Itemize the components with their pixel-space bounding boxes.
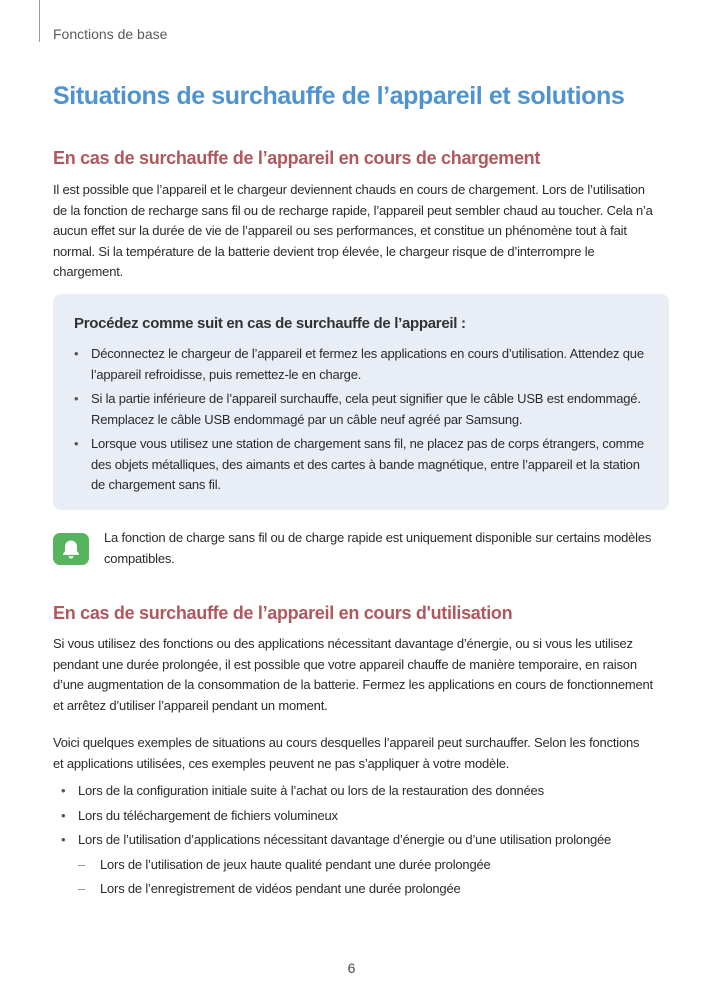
header-divider xyxy=(39,0,40,42)
usage-item xyxy=(61,806,661,827)
usage-heading: En cas de surchauffe de l’appareil en cours d'utilisation xyxy=(53,603,513,623)
usage-sub-item xyxy=(78,855,661,876)
dash-icon: – xyxy=(78,856,86,872)
procedure-list xyxy=(74,344,654,500)
procedure-item-text: Si la partie inférieure de l’appareil surchauffe, cela peut signifier que le câble USB est endommagé. Remplacez le câble USB endommagé par un câble neuf agréé par Samsung. xyxy=(91,391,641,427)
usage-paragraph-2: Voici quelques exemples de situations au cours desquelles l’appareil peut surchauffer. Selon les fonctions et applications utilisées, ces exemples peuvent ne pas s’appliquer à votre modèle. xyxy=(53,735,640,771)
usage-item-text: Lors de la configuration initiale suite à l’achat ou lors de la restauration des données xyxy=(78,783,544,798)
procedure-box-title: Procédez comme suit en cas de surchauffe de l’appareil : xyxy=(74,315,466,332)
procedure-item-text: Déconnectez le chargeur de l’appareil et fermez les applications en cours d’utilisation. Attendez que l’appareil refroidisse, puis remettez-le en charge. xyxy=(91,346,644,382)
bullet-icon: • xyxy=(74,346,79,361)
procedure-box xyxy=(53,294,669,510)
procedure-item xyxy=(74,389,654,430)
usage-sub-item-text: Lors de l’utilisation de jeux haute qualité pendant une durée prolongée xyxy=(100,856,491,872)
bullet-icon: • xyxy=(74,391,79,406)
usage-item-text: Lors de l’utilisation d’applications nécessitant davantage d’énergie ou d’une utilisation prolongée xyxy=(78,832,612,847)
page-title: Situations de surchauffe de l’appareil et solutions xyxy=(53,82,625,110)
usage-sub-list xyxy=(78,855,661,900)
page-number: 6 xyxy=(347,960,356,976)
usage-sub-item-text: Lors de l’enregistrement de vidéos pendant une durée prolongée xyxy=(100,881,461,896)
usage-sub-item xyxy=(78,879,661,900)
bullet-icon: • xyxy=(61,832,66,847)
bullet-icon: • xyxy=(61,807,66,823)
tip-text: La fonction de charge sans fil ou de charge rapide est uniquement disponible sur certains modèles compatibles. xyxy=(104,530,652,566)
bullet-icon: • xyxy=(74,436,79,451)
procedure-item-text: Lorsque vous utilisez une station de chargement sans fil, ne placez pas de corps étrangers, comme des objets métalliques, des aimants et des cartes à bande magnétique, entre l’appareil et la station de chargement sans fil. xyxy=(91,436,644,492)
section-label: Fonctions de base xyxy=(53,26,168,42)
procedure-item xyxy=(74,344,654,385)
charging-paragraph: Il est possible que l’appareil et le chargeur deviennent chauds en cours de chargement. Lors de l’utilisation de la fonction de recharge sans fil ou de recharge rapide, l’appareil peut sembler chaud au toucher. Cela n’a aucun effet sur la durée de vie de l’appareil ou ses performances, et constitue un phénomène tout à fait normal. Si la température de la batterie devient trop élevée, le chargeur risque de d’interrompre le chargement. xyxy=(53,182,653,279)
usage-paragraph-1: Si vous utilisez des fonctions ou des applications nécessitant davantage d’énergie, ou si vous les utilisez pendant une durée prolongée, il est possible que votre appareil chauffe de manière temporaire, en raison d’une augmentation de la consommation de la batterie. Fermez les applications en cours de fonctionnement et arrêtez d’utiliser l’appareil pendant un moment. xyxy=(53,636,653,713)
bell-icon xyxy=(53,533,89,565)
usage-list xyxy=(61,781,661,904)
bullet-icon: • xyxy=(61,783,66,798)
usage-item xyxy=(61,830,661,900)
usage-item xyxy=(61,781,661,802)
procedure-item xyxy=(74,434,654,496)
charging-heading: En cas de surchauffe de l’appareil en cours de chargement xyxy=(53,148,541,168)
tip-note xyxy=(53,530,673,574)
dash-icon: – xyxy=(78,881,86,896)
usage-item-text: Lors du téléchargement de fichiers volumineux xyxy=(78,807,338,823)
